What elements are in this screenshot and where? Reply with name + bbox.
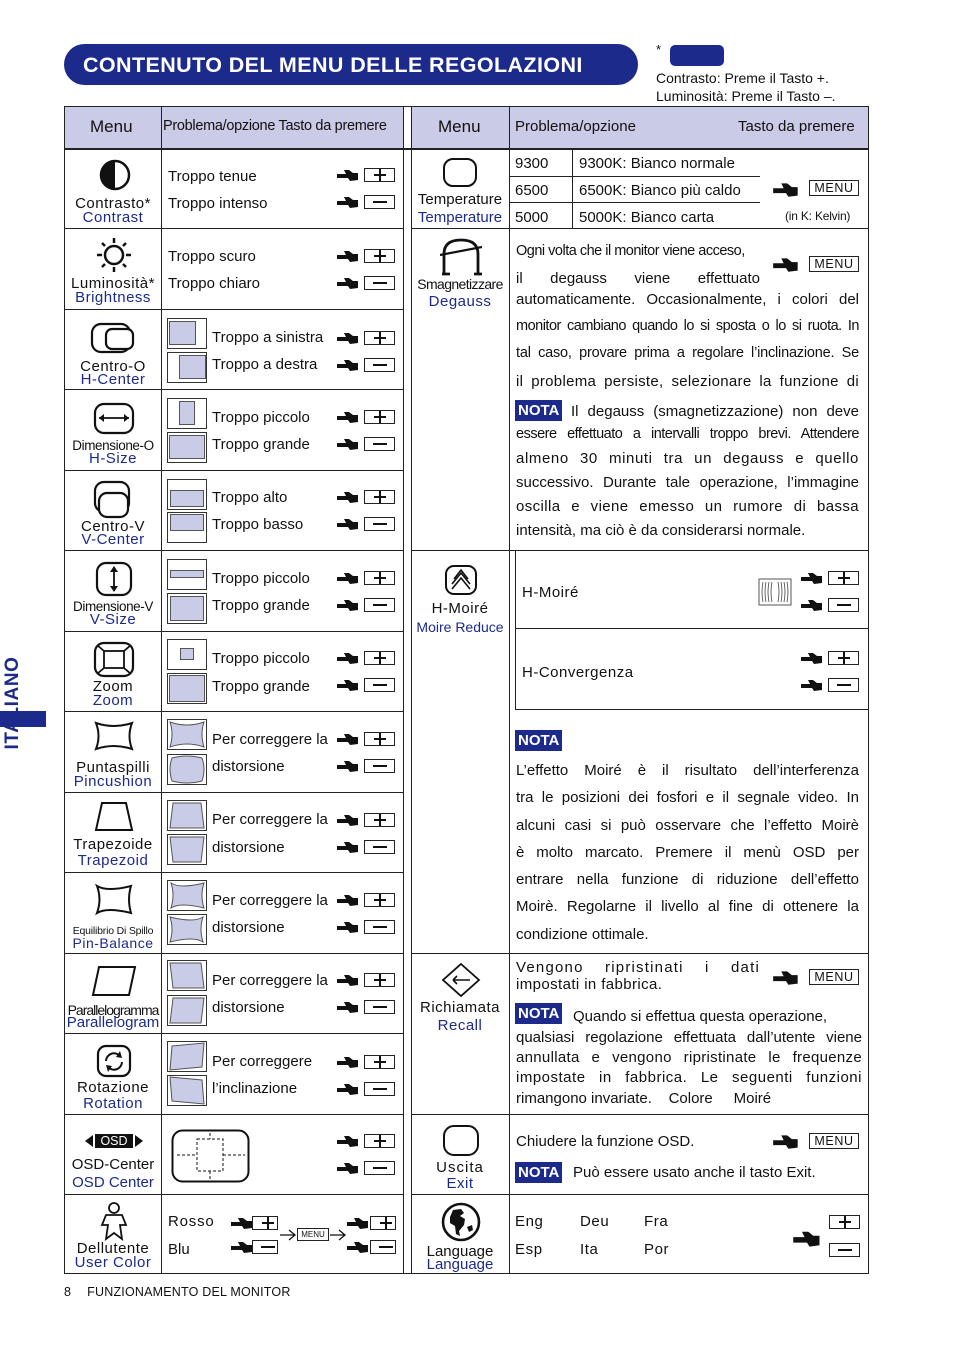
thumb-rot-a [167,1041,207,1072]
moire-line-4-wrap [516,871,859,888]
thumb-zoom-small [167,639,207,670]
pointer-hand-icon [336,840,360,854]
lang-deu[interactable]: Deu [580,1213,610,1230]
footer [64,1285,291,1299]
plus-key[interactable] [364,893,395,907]
degauss-line-3: monitor cambiano quando lo si sposta o lo si ruota. In [516,318,859,334]
header-menu-2: Menu [438,117,481,136]
row-vcenter-name: Centro-V [80,518,146,535]
pointer-hand-icon [336,1161,360,1175]
thumb-zoom-large [167,673,207,704]
arrow-right-icon [279,1226,299,1244]
row-vsize-en: V-Size [89,611,137,628]
temp-desc-6500: 6500K: Bianco più caldo [579,182,741,199]
rotation-icon [95,1043,133,1079]
pointer-hand-icon [336,598,360,612]
thumb-tall [167,593,207,624]
thumb-pinbal-b [167,914,207,945]
recall-nota-1: annullata e vengono ripristinate le frequenze [516,1049,862,1066]
row-brightness-t2: Troppo chiaro [168,275,260,292]
recall-nota-0-wrap [516,1029,862,1046]
pin-balance-icon [93,883,135,917]
degauss-nota-1: essere effettuato a intervalli troppo brevi. Attendere [516,426,859,442]
exit-icon [442,1124,480,1158]
row-parallelogram-t1: Per correggere la [212,972,328,989]
thumb-low [167,512,207,543]
row-hcenter-en: H-Center [80,371,146,388]
minus-key[interactable] [828,598,859,612]
thumb-pin-out [167,754,207,785]
moire-line-1-wrap [516,789,859,806]
row-rotation-en: Rotation [83,1095,143,1112]
row-hsize-t1: Troppo piccolo [212,409,310,426]
thumb-trap-b [167,834,207,865]
temp-code-9300: 9300 [515,155,549,172]
row-trapezoid-en: Trapezoid [77,852,149,869]
row-pincushion-name: Puntaspilli [76,759,150,776]
moire-line-2: alcuni casi si può osservare che l’effetto Moirè [516,817,859,834]
menu-button[interactable]: MENU [809,1133,859,1149]
moire-opt-1: H-Moiré [522,584,579,601]
thumb-pinbal-a [167,880,207,911]
thumb-short [167,559,207,590]
degauss-line-2-wrap [516,291,859,308]
plus-key[interactable] [364,1134,395,1148]
plus-key[interactable] [364,651,395,665]
row-rotation-name: Rotazione [76,1079,150,1096]
minus-key[interactable] [364,598,395,612]
pointer-hand-icon [800,571,824,585]
row-osdcenter-name: OSD-Center [71,1156,155,1173]
pointer-hand-icon [336,732,360,746]
v-size-icon [94,560,134,600]
header-key-2: Tasto da premere [738,118,855,135]
degauss-nota-5: intensità, ma ciò è da considerarsi normale. [516,522,806,539]
pointer-hand-icon [772,256,800,273]
minus-key[interactable] [364,195,395,209]
legend-star: * [656,42,662,57]
row-hsize-name: Dimensione-O [72,438,154,453]
plus-key[interactable] [364,973,395,987]
row-brightness-t1: Troppo scuro [168,248,256,265]
moire-pattern-icon [758,578,792,606]
exit-name: Uscita [436,1159,484,1176]
row-hcenter-name: Centro-O [80,358,146,375]
recall-nota-1-wrap [516,1049,862,1066]
exit-nota-text: Può essere usato anche il tasto Exit. [573,1164,816,1181]
degauss-nota-2: almeno 30 minuti tra un degauss e quello [516,450,859,467]
recall-nota-2: impostate in fabbrica. Le seguenti funzioni [516,1069,862,1086]
lang-esp[interactable]: Esp [515,1241,543,1258]
pointer-hand-icon [336,759,360,773]
row-contrast-name: Contrasto* [75,195,151,212]
pointer-hand-icon [336,651,360,665]
plus-key[interactable] [364,249,395,263]
degauss-line-2: automaticamente. Occasionalmente, i colori del [516,291,859,308]
row-zoom-t1: Troppo piccolo [212,650,310,667]
pointer-hand-icon [336,1082,360,1096]
plus-key[interactable] [364,168,395,182]
language-en: Language [426,1256,494,1273]
osd-badge [84,1133,144,1149]
row-rotation-t2: l’inclinazione [212,1080,298,1097]
row-parallelogram-name: Parallelogramma [67,1002,159,1018]
temp-desc-5000: 5000K: Bianco carta [579,209,715,226]
pointer-hand-icon [336,920,360,934]
row-brightness-name: Luminosità* [71,275,155,292]
menu-button[interactable]: MENU [809,256,859,272]
degauss-nota-4-wrap [516,498,859,515]
recall-line-0: Vengono ripristinati i dati [516,959,760,976]
recall-nota-3: rimangono invariate. Colore Moiré [516,1090,772,1107]
plus-key[interactable] [364,732,395,746]
moire-line-3: è molto marcato. Premere il menù OSD per [516,844,859,861]
row-parallelogram-t2: distorsione [212,999,285,1016]
menu-button[interactable]: MENU [809,969,859,985]
row-vsize-name: Dimensione-V [73,599,153,614]
h-center-icon [90,320,136,356]
moire-line-4: entrare nella funzione di riduzione dell’effetto [516,871,859,888]
side-tab-label-wrap [2,656,24,749]
degauss-line-5: il problema persiste, selezionare la funzione di [516,373,859,390]
pointer-hand-icon [792,1229,822,1248]
degauss-line-1: il degauss viene effettuato [516,270,760,287]
legend-line-contrast: Contrasto: Preme il Tasto +. [656,70,829,86]
thumb-high [167,479,207,510]
row-vcenter-t2: Troppo basso [212,516,304,533]
row-pincushion-en: Pincushion [73,773,153,790]
nota-badge: NOTA [515,730,562,751]
footer-text: FUNZIONAMENTO DEL MONITOR [87,1285,291,1299]
degauss-nota-3-wrap [516,474,859,491]
row-pinbalance-en: Pin-Balance [72,935,154,951]
thumb-trap-a [167,800,207,831]
plus-key[interactable] [364,490,395,504]
contrast-icon [98,158,132,192]
temperature-name: Temperature [417,191,503,208]
lang-ita[interactable]: Ita [580,1241,599,1258]
minus-key[interactable] [364,517,395,531]
moire-line-6: condizione ottimale. [516,926,649,943]
degauss-line-1-wrap [516,270,760,287]
lang-eng[interactable]: Eng [515,1213,544,1230]
legend-line-brightness: Luminosità: Preme il Tasto –. [656,88,836,104]
pointer-hand-icon [336,571,360,585]
minus-key[interactable] [364,358,395,372]
pointer-hand-icon [800,678,824,692]
nota-badge: NOTA [515,1003,562,1024]
row-vsize-t1: Troppo piccolo [212,570,310,587]
plus-key[interactable] [828,571,859,585]
globe-icon [440,1201,482,1243]
row-usercolor-en: User Color [74,1254,152,1271]
exit-en: Exit [446,1175,474,1192]
row-contrast-en: Contrast [82,209,144,226]
minus-key[interactable] [364,276,395,290]
page-title: CONTENUTO DEL MENU DELLE REGOLAZIONI [64,44,638,85]
recall-en: Recall [437,1017,483,1034]
nota-badge: NOTA [515,400,562,421]
moire-line-2-wrap [516,817,859,834]
minus-key[interactable] [364,1161,395,1175]
footer-page: 8 [64,1285,72,1299]
v-center-icon [92,479,134,521]
degauss-nota-1-wrap [516,426,859,442]
degauss-line-0: Ogni volta che il monitor viene acceso, [516,243,745,259]
plus-key[interactable] [364,1055,395,1069]
recall-icon [440,962,482,998]
degauss-line-4: tal caso, provare prima a regolare l’inclinazione. Se [516,345,859,361]
degauss-line-5-wrap [516,373,859,390]
recall-name: Richiamata [419,999,501,1016]
pointer-hand-icon [336,893,360,907]
degauss-nota-0-wrap [571,403,859,420]
row-trapezoid-name: Trapezoide [73,836,153,853]
pointer-hand-icon [336,331,360,345]
temperature-en: Temperature [417,209,503,226]
pointer-hand-icon [346,1240,370,1254]
language-name: Language [426,1243,494,1260]
osd-position-icon [171,1129,251,1183]
row-hsize-en: H-Size [88,450,137,467]
degauss-nota-2-wrap [516,450,859,467]
degauss-nota-0: Il degauss (smagnetizzazione) non deve [571,403,859,420]
pointer-hand-icon [800,651,824,665]
recall-nota-first: Quando si effettua questa operazione, [573,1008,828,1025]
row-rotation-t1: Per correggere [212,1053,313,1070]
pointer-hand-icon [336,490,360,504]
row-usercolor-t1: Rosso [168,1213,215,1230]
thumb-pin-in [167,719,207,750]
thumb-rot-b [167,1075,207,1106]
pointer-hand-icon [772,181,800,198]
minus-key[interactable] [829,1243,860,1257]
minus-key[interactable] [364,759,395,773]
temp-desc-9300: 9300K: Bianco normale [579,155,735,172]
row-zoom-en: Zoom [92,692,134,709]
brightness-icon [95,236,133,274]
header-problem-key: Problema/opzione Tasto da premere [163,118,387,134]
row-contrast-t2: Troppo intenso [168,195,268,212]
pointer-hand-icon [336,249,360,263]
moire-line-3-wrap [516,844,859,861]
degauss-line-4-wrap [516,345,859,361]
side-tab-label: ITALIANO [2,656,23,750]
pointer-hand-icon [336,1000,360,1014]
minus-key[interactable] [252,1240,278,1254]
recall-line-0-wrap [516,959,760,976]
lang-por[interactable]: Por [644,1241,670,1258]
degauss-name: Smagnetizzare [417,276,503,292]
degauss-line-3-wrap [516,318,859,334]
plus-key[interactable] [252,1216,278,1230]
row-vcenter-en: V-Center [81,531,145,548]
moire-en: Moire Reduce [416,619,504,635]
minus-key[interactable] [364,920,395,934]
pointer-hand-icon [336,195,360,209]
moire-opt-2: H-Convergenza [522,664,634,681]
row-parallelogram-en: Parallelogram [66,1014,160,1031]
row-hsize-t2: Troppo grande [212,436,310,453]
pointer-hand-icon [336,276,360,290]
moire-line-0-wrap [516,762,859,779]
plus-key[interactable] [829,1215,860,1229]
row-hcenter-t2: Troppo a destra [212,356,318,373]
row-contrast-t1: Troppo tenue [168,168,257,185]
pointer-hand-icon [230,1216,254,1230]
parallelogram-icon [90,964,138,998]
pointer-hand-icon [800,598,824,612]
pincushion-icon [93,720,135,754]
thumb-right-shift [167,352,207,383]
row-zoom-t2: Troppo grande [212,678,310,695]
degauss-nota-3: successivo. Durante tale operazione, l’immagine [516,474,859,491]
exit-text: Chiudere la funzione OSD. [516,1133,695,1150]
pointer-hand-icon [336,678,360,692]
row-trapezoid-t1: Per correggere la [212,811,328,828]
pointer-hand-icon [336,437,360,451]
osd-badge-text: OSD [100,1134,128,1148]
temp-unit: (in K: Kelvin) [785,209,851,223]
degauss-en: Degauss [428,293,492,310]
row-pincushion-t2: distorsione [212,758,285,775]
pointer-hand-icon [336,1134,360,1148]
minus-key[interactable] [364,437,395,451]
plus-key[interactable] [364,331,395,345]
header-problem-2: Problema/opzione [515,118,636,135]
nota-badge: NOTA [515,1162,562,1183]
plus-key[interactable] [364,410,395,424]
pointer-hand-icon [336,358,360,372]
recall-line-1: impostati in fabbrica. [516,976,663,993]
temperature-icon [442,157,478,189]
row-pinbalance-t1: Per correggere la [212,892,328,909]
pointer-hand-icon [336,168,360,182]
thumb-wide [167,432,207,463]
thumb-left-shift [167,318,207,349]
minus-key[interactable] [370,1240,396,1254]
pointer-hand-icon [336,813,360,827]
row-vcenter-t1: Troppo alto [212,489,288,506]
row-pinbalance-name: Equilibrio Di Spillo [72,925,154,937]
menu-button[interactable]: MENU [809,180,859,196]
moire-line-1: tra le posizioni dei fosfori e il segnale video. In [516,789,859,806]
pointer-hand-icon [336,410,360,424]
zoom-icon [92,640,136,680]
plus-key[interactable] [364,571,395,585]
plus-key[interactable] [364,813,395,827]
degauss-nota-4: oscilla e viene emesso un rumore di bassa [516,498,859,515]
row-usercolor-t2: Blu [168,1241,190,1258]
row-brightness-en: Brightness [75,289,151,306]
pointer-hand-icon [336,973,360,987]
row-hcenter-t1: Troppo a sinistra [212,329,324,346]
trapezoid-icon [93,800,135,834]
minus-key[interactable] [364,1000,395,1014]
pointer-hand-icon [230,1240,254,1254]
legend-swatch [670,45,724,66]
minus-key[interactable] [364,678,395,692]
row-usercolor-name: Dellutente [76,1240,150,1257]
moire-line-0: L’effetto Moiré è il risultato dell’interferenza [516,762,859,779]
menu-button[interactable]: MENU [297,1228,329,1241]
row-trapezoid-t2: distorsione [212,839,285,856]
pointer-hand-icon [772,969,800,986]
recall-nota-2-wrap [516,1069,862,1086]
pointer-hand-icon [336,517,360,531]
pointer-hand-icon [336,1055,360,1069]
thumb-narrow [167,398,207,429]
minus-key[interactable] [828,678,859,692]
plus-key[interactable] [828,651,859,665]
pointer-hand-icon [772,1133,800,1150]
degauss-icon [440,236,482,276]
row-pinbalance-t2: distorsione [212,919,285,936]
pointer-hand-icon [346,1216,370,1230]
moire-line-5: Moirè. Regolarne il livello al fine di ottenere la [516,898,859,915]
thumb-para-b [167,995,207,1026]
moire-icon [444,564,478,596]
thumb-para-a [167,960,207,991]
moire-name: H-Moiré [431,600,489,617]
minus-key[interactable] [364,840,395,854]
lang-fra[interactable]: Fra [644,1213,669,1230]
h-size-icon [93,401,135,437]
minus-key[interactable] [364,1082,395,1096]
row-vsize-t2: Troppo grande [212,597,310,614]
row-osdcenter-en: OSD Center [72,1174,154,1191]
row-pincushion-t1: Per correggere la [212,731,328,748]
header-menu: Menu [90,117,133,136]
recall-nota-0: qualsiasi regolazione effettuata dall’utente viene [516,1029,862,1046]
moire-line-5-wrap [516,898,859,915]
temp-code-5000: 5000 [515,209,549,226]
user-color-icon [96,1201,132,1241]
temp-code-6500: 6500 [515,182,549,199]
row-zoom-name: Zoom [92,678,134,695]
plus-key[interactable] [370,1216,396,1230]
